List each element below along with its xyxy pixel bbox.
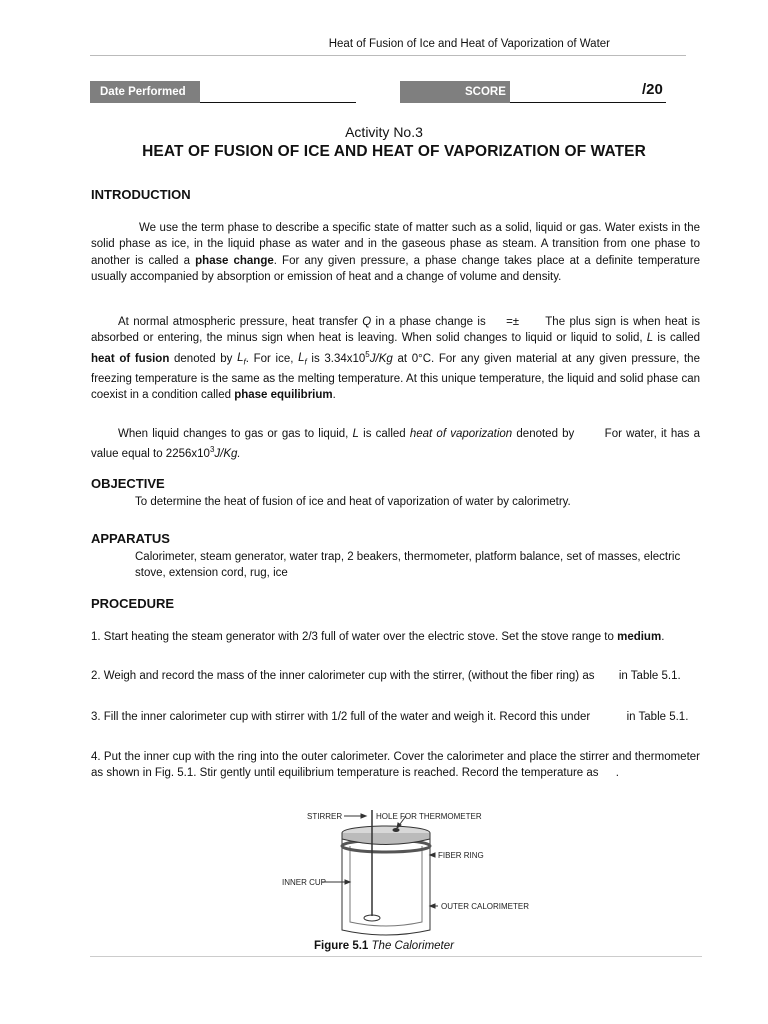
label-hole-for-thermometer: HOLE FOR THERMOMETER bbox=[376, 812, 482, 821]
score-label: SCORE bbox=[400, 81, 510, 103]
score-line bbox=[510, 102, 666, 103]
date-performed-label: Date Performed bbox=[90, 81, 200, 103]
figure-caption: Figure 5.1 The Calorimeter bbox=[314, 940, 454, 952]
introduction-paragraph-1: We use the term phase to describe a specific state of matter such as a solid, liquid or gas. Water exists in the solid phase as ice, in the liquid phase as water and in the gaseous phase as steam. A transition from one phase to another is called a phase change. For any given pressure, a phase change takes place at a definite temperature usually accompanied by absorption or emission of heat and a change of volume and density. bbox=[91, 222, 700, 283]
procedure-step-1: 1. Start heating the steam generator with 2/3 full of water over the electric stove. Set the stove range to medium. bbox=[91, 631, 665, 643]
label-stirrer: STIRRER bbox=[307, 812, 343, 821]
procedure-heading: PROCEDURE bbox=[91, 596, 175, 611]
header-rule bbox=[90, 55, 686, 56]
apparatus-text: Calorimeter, steam generator, water trap, 2 beakers, thermometer, platform balance, set of masses, electric stove, extension cord, rug, ice bbox=[135, 551, 681, 580]
apparatus-heading: APPARATUS bbox=[91, 531, 170, 546]
calorimeter-diagram bbox=[278, 806, 548, 938]
inner-cup-shape bbox=[350, 846, 422, 926]
procedure-step-3: 3. Fill the inner calorimeter cup with stirrer with 1/2 full of the water and weigh it. Record this under in Table 5.1. bbox=[91, 711, 689, 723]
procedure-step-2: 2. Weigh and record the mass of the inner calorimeter cup with the stirrer, (without the fiber ring) as in Table 5.1. bbox=[91, 670, 681, 682]
running-header: Heat of Fusion of Ice and Heat of Vaporization of Water bbox=[328, 38, 610, 50]
meta-row bbox=[90, 81, 686, 103]
activity-number: Activity No.3 bbox=[345, 124, 423, 140]
objective-text: To determine the heat of fusion of ice and heat of vaporization of water by calorimetry. bbox=[135, 496, 571, 508]
label-inner-cup: INNER CUP bbox=[282, 878, 327, 887]
bottom-rule bbox=[90, 956, 702, 957]
score-total: /20 bbox=[642, 81, 663, 98]
introduction-paragraph-2: At normal atmospheric pressure, heat transfer Q in a phase change is =± The plus sign is when heat is absorbed or entering, the minus sign when heat is leaving. When solid changes to liquid or liquid to solid, L is called heat of fusion denoted by $L_f$. For ice, $L_f$ is $3.34x10^5J/Kg$ at 0°C. For any given material at any given pressure, the freezing temperature is the same as the melting temperature. At this unique temperature, the liquid and solid phase can coexist in a condition called phase equilibrium. bbox=[91, 316, 700, 402]
introduction-paragraph-3: When liquid changes to gas or gas to liquid, L is called heat of vaporization denoted by For water, it has a value equal to $2256x10^3J/Kg$. bbox=[91, 428, 701, 461]
label-outer-calorimeter: OUTER CALORIMETER bbox=[441, 902, 530, 911]
objective-heading: OBJECTIVE bbox=[91, 476, 165, 491]
introduction-heading: INTRODUCTION bbox=[91, 187, 191, 202]
page-title: HEAT OF FUSION OF ICE AND HEAT OF VAPORIZATION OF WATER bbox=[142, 143, 646, 160]
label-fiber-ring: FIBER RING bbox=[438, 851, 484, 860]
date-performed-line bbox=[200, 102, 356, 103]
procedure-step-4: 4. Put the inner cup with the ring into the outer calorimeter. Cover the calorimeter and place the stirrer and thermometer as shown in Fig. 5.1. Stir gently until equilibrium temperature is reached. Record the temperature as . bbox=[91, 751, 700, 780]
